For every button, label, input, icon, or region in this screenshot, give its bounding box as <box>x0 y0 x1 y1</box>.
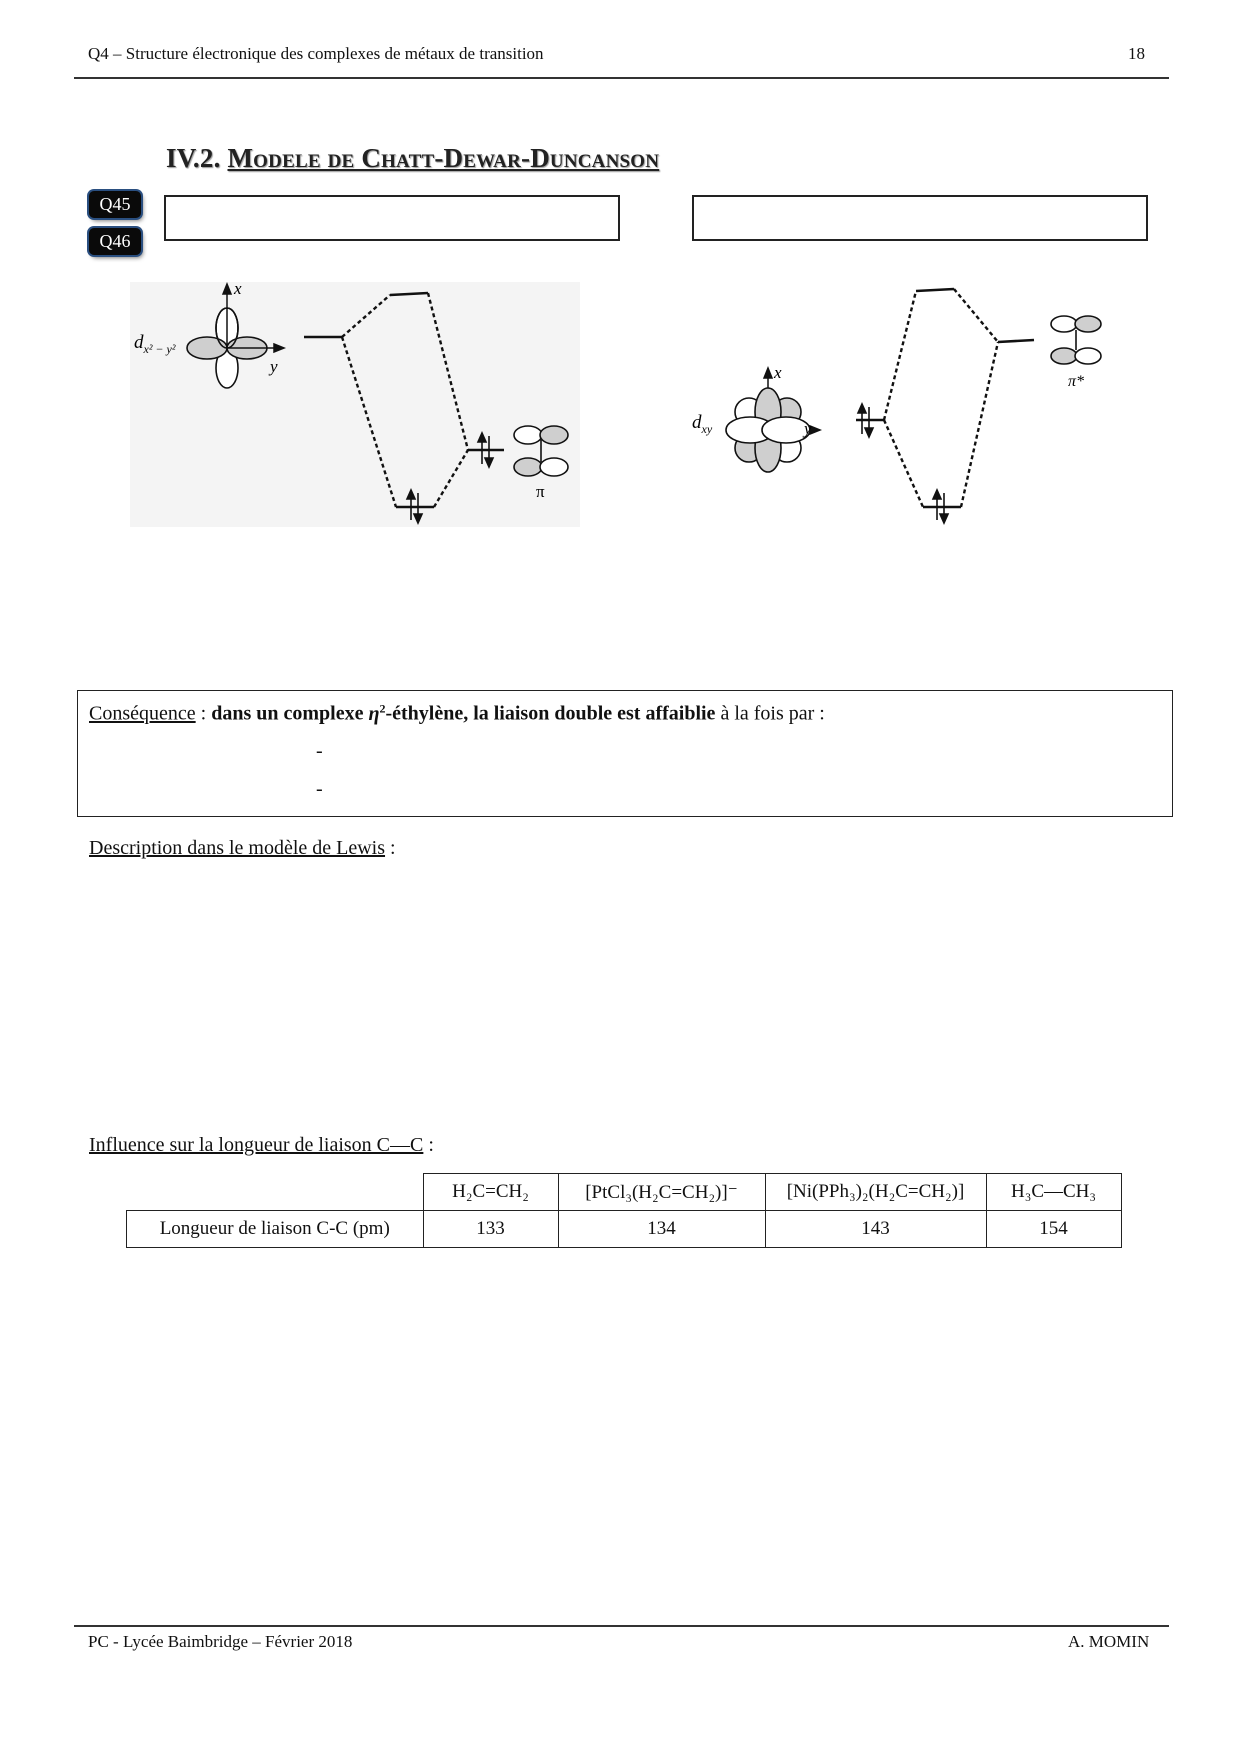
table-header-cell: [PtCl₃(H₂C=CH₂)]⁻ <box>558 1174 765 1211</box>
mo-diagram-pi-backdonation <box>688 270 1158 535</box>
lewis-label: Description dans le modèle de Lewis <box>89 837 386 859</box>
table-row <box>127 1211 1122 1248</box>
correlation-lines <box>884 289 998 507</box>
header-rule <box>74 77 1169 79</box>
consequence-bullet-1: - <box>316 740 323 762</box>
eta-symbol: η <box>368 702 380 725</box>
influence-sep: : <box>423 1134 434 1156</box>
influence-label: Influence sur la longueur de liaison C—C <box>89 1134 424 1156</box>
ligand-label: π <box>536 482 545 501</box>
table-cell: 143 <box>765 1211 986 1248</box>
bond-length-table <box>126 1173 1122 1248</box>
axis-y-label: y <box>804 419 812 438</box>
orbital-label-sub: x² − y² <box>143 342 176 356</box>
orbital-label-sub: xy <box>701 422 713 436</box>
question-badge-q45: Q45 <box>89 191 141 218</box>
orbital-label <box>692 412 713 436</box>
orbital-label-d: d <box>692 412 702 433</box>
answer-box-right[interactable] <box>692 195 1148 241</box>
energy-levels <box>856 289 1034 507</box>
axis-x-label: x <box>774 363 782 382</box>
lewis-heading <box>89 837 396 860</box>
diagram-background <box>130 282 580 527</box>
influence-heading <box>89 1134 434 1157</box>
question-badge-q46: Q46 <box>89 228 141 255</box>
table-cell: 133 <box>423 1211 558 1248</box>
table-cell: 134 <box>558 1211 765 1248</box>
ligand-level <box>998 340 1034 342</box>
consequence-tail: à la fois par : <box>715 702 825 725</box>
antibonding-level <box>916 289 954 291</box>
axis-x-label: x <box>234 279 242 298</box>
mo-diagram-sigma-donation <box>128 270 588 535</box>
ligand-label: π* <box>1068 373 1085 390</box>
consequence-bold-prefix: dans un complexe <box>211 702 369 725</box>
answer-box-left[interactable] <box>164 195 620 241</box>
consequence-label: Conséquence <box>89 702 196 725</box>
page-number: 18 <box>1128 44 1145 63</box>
section-name: Modele de Chatt-Dewar-Duncanson <box>227 143 660 173</box>
table-header-row <box>127 1174 1122 1211</box>
eta-superscript: 2 <box>379 701 386 715</box>
consequence-line <box>89 701 825 726</box>
section-number: IV.2. <box>166 143 221 173</box>
footer-right: A. MOMIN <box>1068 1632 1150 1651</box>
pi-star-orbital-icon <box>1051 316 1101 364</box>
d-orbital-xy-icon <box>726 388 810 472</box>
axis-y-label: y <box>270 357 278 376</box>
table-header-cell: [Ni(PPh₃)₂(H₂C=CH₂)] <box>765 1174 986 1211</box>
header-title: Q4 – Structure électronique des complexes de métaux de transition <box>88 44 544 63</box>
consequence-bold-suffix: -éthylène, la liaison double est affaiblie <box>385 702 716 725</box>
lewis-sep: : <box>385 837 396 859</box>
table-row-label: Longueur de liaison C-C (pm) <box>127 1211 424 1248</box>
consequence-bullet-2: - <box>316 778 323 800</box>
footer-left: PC - Lycée Baimbridge – Février 2018 <box>88 1632 353 1651</box>
table-header-cell: H₂C=CH₂ <box>423 1174 558 1211</box>
consequence-sep: : <box>195 702 212 725</box>
footer-rule <box>74 1625 1169 1627</box>
table-header-cell: H₃C—CH₃ <box>986 1174 1121 1211</box>
orbital-label-d: d <box>134 332 144 353</box>
section-title <box>166 143 659 174</box>
table-cell: 154 <box>986 1211 1121 1248</box>
table-corner <box>127 1174 424 1211</box>
